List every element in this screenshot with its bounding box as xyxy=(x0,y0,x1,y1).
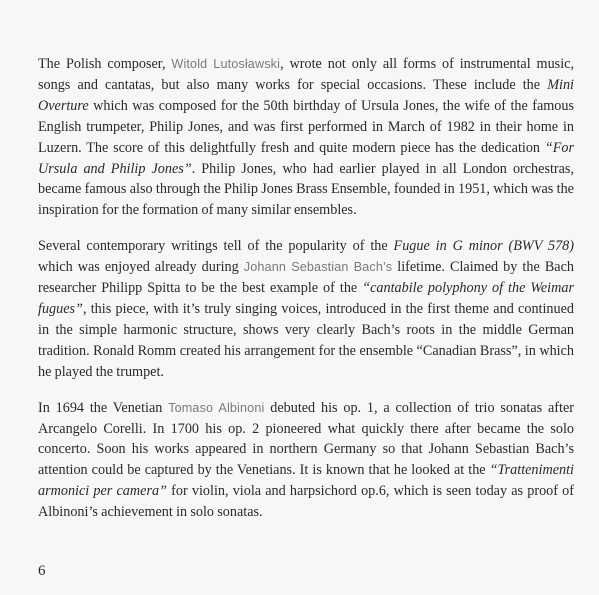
italic-title: “For Ursula and Philip Jones” xyxy=(38,139,574,177)
page-number: 6 xyxy=(38,563,46,579)
booklet-page xyxy=(38,54,574,538)
paragraph-text: , this piece, with it’s truly singing voices, introduced in the first theme and continued in the simple harmonic structure, shows very clearly Bach’s roots in the middle German tradition. Ronald Romm created his arrangement for the ensemble “Canadian Brass”, in which he played the trumpet. xyxy=(38,300,574,380)
italic-title: Fugue in G minor (BWV 578) xyxy=(393,238,574,255)
paragraph-text: debuted his op. 1, a collection of trio sonatas after Arcangelo Corelli. In 1700 his op. 2 pioneered what quickly there after became the solo concerto. Soon his works appeared in northern Germany so that Johann Sebastian Bach’s attention could be captured by the Venetians. It is known that he looked at the xyxy=(38,399,574,479)
paragraph-text: for violin, viola and harpsichord op.6, which is seen today as proof of Albinoni’s achievement in solo sonatas. xyxy=(38,483,574,521)
paragraph-albinoni xyxy=(38,398,574,523)
paragraph-text: . Philip Jones, who had earlier played in all London orchestras, became famous also through the Philip Jones Brass Ensemble, founded in 1951, which was the inspiration for the formation of many similar ensembles. xyxy=(38,160,574,219)
italic-title: “cantabile polyphony of the Weimar fugues” xyxy=(38,280,574,317)
paragraph-text: lifetime. Claimed by the Bach researcher Philipp Spitta to be the best example of the xyxy=(38,259,574,297)
paragraph-text: Several contemporary writings tell of the popularity of the xyxy=(38,238,394,255)
person-name: Witold Lutosławski xyxy=(171,57,281,71)
paragraph-text: In 1694 the Venetian xyxy=(38,399,169,416)
person-name: Tomaso Albinoni xyxy=(168,400,265,415)
italic-title: Mini Overture xyxy=(38,76,574,114)
person-name: Johann Sebastian Bach’s xyxy=(243,260,393,275)
paragraph-text: which was enjoyed already during xyxy=(38,259,244,276)
paragraph-text: , wrote not only all forms of instrumental music, songs and cantatas, but also many works for special occasions. These include the xyxy=(38,56,574,93)
paragraph-text: which was composed for the 50th birthday of Ursula Jones, the wife of the famous English trumpeter, Philip Jones, and was first performed in March of 1982 in their home in Luzern. The score of this delightfully fresh and quite modern piece has the dedication xyxy=(38,97,574,156)
italic-title: “Trattenimenti armonici per camera” xyxy=(38,462,574,500)
paragraph-lutoslawski xyxy=(38,54,574,221)
paragraph-bach-fugue xyxy=(38,236,574,382)
paragraph-text: The Polish composer, xyxy=(38,56,172,72)
